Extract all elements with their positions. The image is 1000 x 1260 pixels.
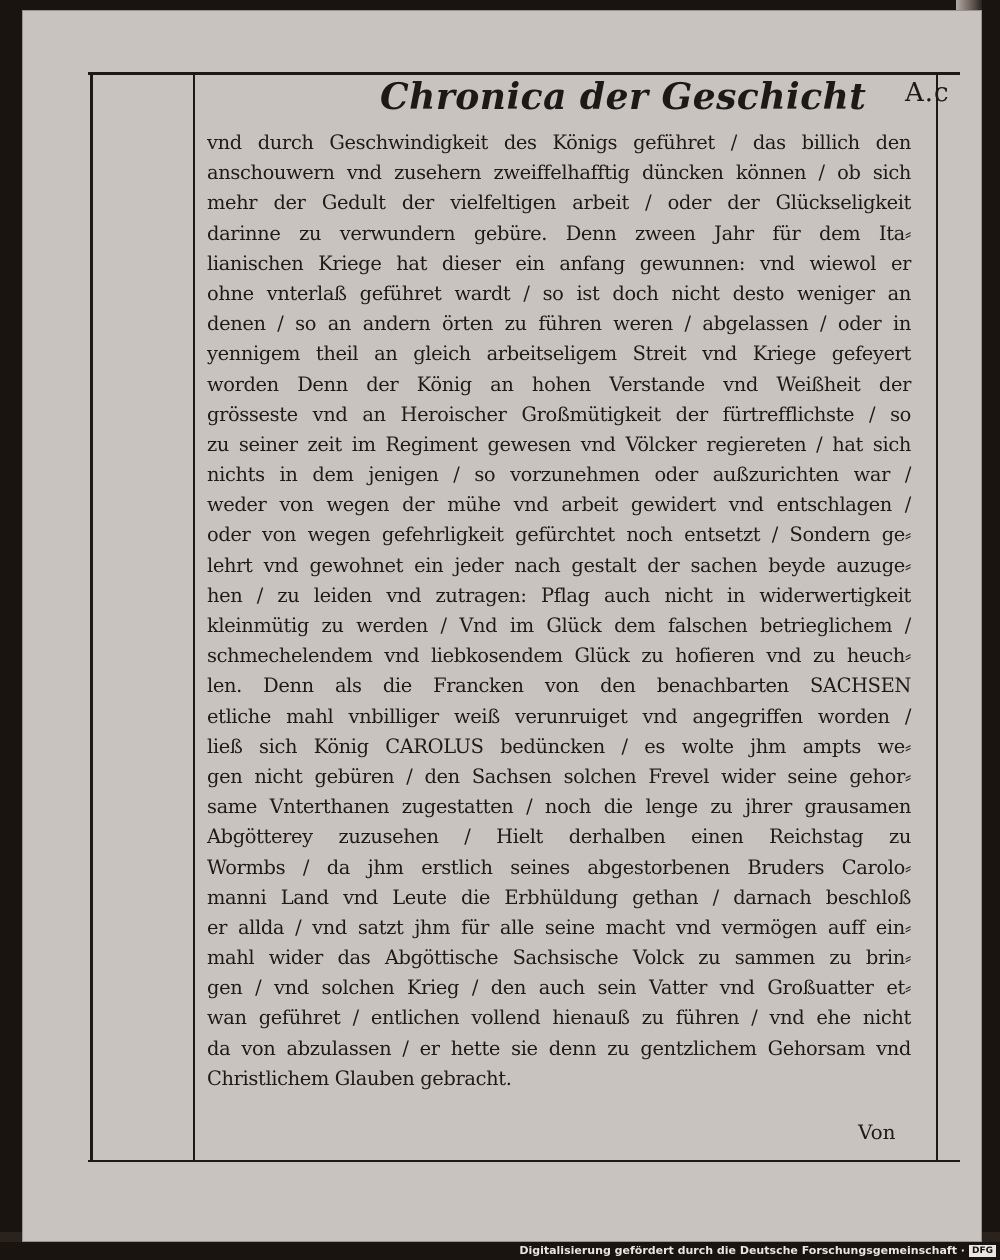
text-line: manni Land vnd Leute die Erbhüldung gethan / darnach beschloß [207, 885, 911, 909]
text-line: vnd durch Geschwindigkeit des Königs geführet / das billich den [207, 131, 911, 154]
text-line: darinne zu verwundern gebüre. Denn zween Jahr für dem Ita⸗ [207, 221, 911, 245]
text-line: Abgötterey zuzusehen / Hielt derhalben einen Reichstag zu [207, 825, 911, 849]
text-line: anschouwern vnd zusehern zweiffelhafftig düncken können / ob sich [207, 161, 911, 185]
text-line: worden Denn der König an hohen Verstande vnd Weißheit der [207, 372, 911, 396]
text-line: Christlichem Glauben gebracht. [207, 1066, 512, 1090]
text-line: zu seiner zeit im Regiment gewesen vnd Völcker regiereten / hat sich [207, 432, 911, 456]
text-line: Wormbs / da jhm erstlich seines abgestorbenen Bruders Carolo⸗ [207, 855, 911, 879]
frame-rule-bottom [88, 1160, 960, 1162]
text-line: schmechelendem vnd liebkosendem Glück zu hofieren vnd zu heuch⸗ [207, 644, 911, 668]
text-line: ohne vnterlaß geführet wardt / so ist doch nicht desto weniger an [207, 281, 911, 305]
signature-mark: A.c [905, 78, 950, 108]
frame-rule-right [936, 75, 938, 1160]
frame-rule-left-outer [90, 72, 93, 1162]
text-line: gen / vnd solchen Krieg / den auch sein Vatter vnd Großuatter et⸗ [207, 976, 911, 1000]
text-line: wan geführet / entlichen vollend hienauß zu führen / vnd ehe nicht [207, 1006, 911, 1030]
text-line: hen / zu leiden vnd zutragen: Pflag auch nicht in widerwertigkeit [207, 583, 911, 607]
text-line: ließ sich König CAROLUS bedüncken / es wolte jhm ampts we⸗ [207, 734, 911, 758]
text-line: da von abzulassen / er hette sie denn zu gentzlichem Gehorsam vnd [207, 1036, 911, 1060]
text-line: gen nicht gebüren / den Sachsen solchen Frevel wider seine gehor⸗ [207, 764, 911, 788]
text-line: oder von wegen gefehrligkeit gefürchtet noch entsetzt / Sondern ge⸗ [207, 523, 911, 547]
text-line: grösseste vnd an Heroischer Großmütigkeit der fürtrefflichste / so [207, 402, 911, 426]
text-line: weder von wegen der mühe vnd arbeit gewidert vnd entschlagen / [207, 493, 911, 517]
text-line: len. Denn als die Francken von den benachbarten SACHSEN [207, 674, 911, 698]
text-line: etliche mahl vnbilliger weiß verunruiget vnd angegriffen worden / [207, 704, 911, 728]
frame-rule-left-inner [193, 72, 195, 1162]
digitization-footer [519, 1244, 996, 1257]
text-line: lianischen Kriege hat dieser ein anfang gewunnen: vnd wiewol er [207, 251, 911, 275]
catchword: Von [858, 1120, 896, 1144]
text-line: lehrt vnd gewohnet ein jeder nach gestalt der sachen beyde auzuge⸗ [207, 553, 911, 577]
text-line: mahl wider das Abgöttische Sachsische Volck zu sammen zu brin⸗ [207, 946, 911, 970]
text-line: yennigem theil an gleich arbeitseligem Streit vnd Kriege gefeyert [207, 342, 911, 366]
text-line: same Vnterthanen zugestatten / noch die lenge zu jhrer grausamen [207, 795, 911, 819]
dfg-logo: DFG [969, 1245, 996, 1257]
text-line: er allda / vnd satzt jhm für alle seine macht vnd vermögen auff ein⸗ [207, 915, 911, 939]
text-line: denen / so an andern örten zu führen weren / abgelassen / oder in [207, 312, 911, 336]
frame-rule-top [88, 72, 960, 75]
text-line: kleinmütig zu werden / Vnd im Glück dem falschen betrieglichem / [207, 614, 911, 637]
body-text [207, 128, 911, 1094]
text-line: nichts in dem jenigen / so vorzunehmen oder außzurichten war / [207, 463, 911, 487]
running-title: Chronica der Geschicht [380, 76, 867, 118]
text-line: mehr der Gedult der vielfeltigen arbeit / oder der Glückseligkeit [207, 191, 911, 215]
footer-credit: Digitalisierung gefördert durch die Deutsche Forschungsgemeinschaft · [519, 1244, 965, 1257]
